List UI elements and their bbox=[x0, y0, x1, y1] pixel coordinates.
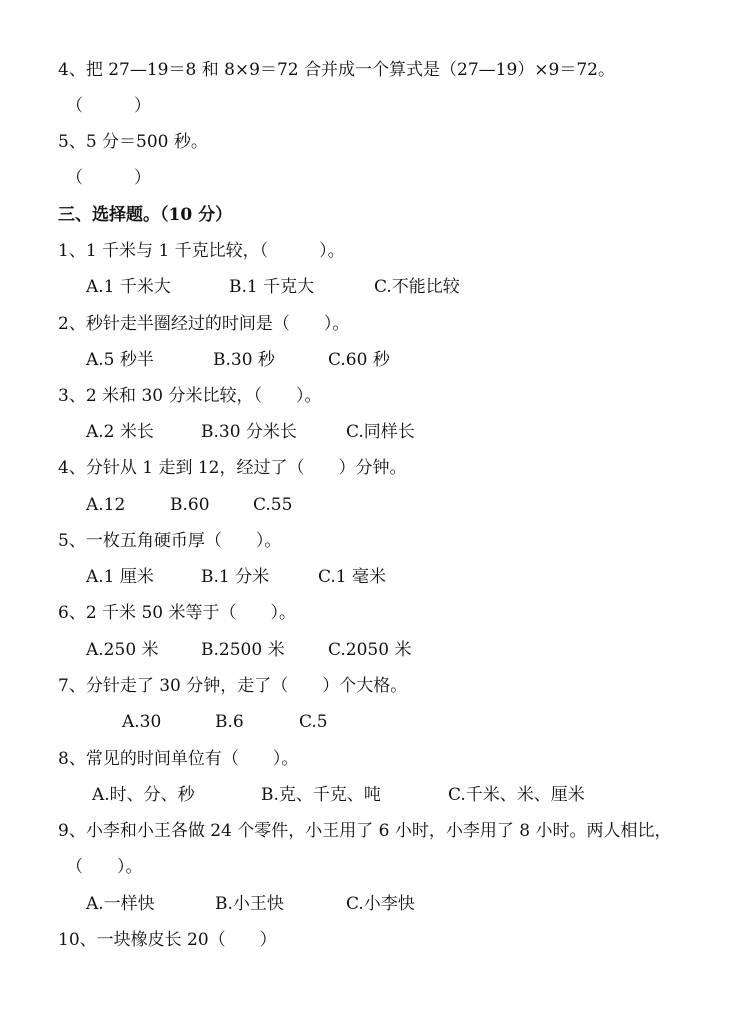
tf-item-5-text: 5、5 分＝500 秒。 bbox=[58, 132, 208, 152]
option-b: B.2500 米 bbox=[201, 640, 285, 660]
option-a: A.5 秒半 bbox=[86, 350, 154, 370]
question-10: 10、一块橡皮长 20（ ） bbox=[58, 930, 277, 950]
question-7: 7、分针走了 30 分钟，走了（ ）个大格。 bbox=[58, 676, 408, 696]
option-a: A.30 bbox=[122, 712, 162, 732]
question-7-options bbox=[0, 712, 744, 732]
option-c: C.5 bbox=[299, 712, 328, 732]
question-1-options bbox=[0, 277, 744, 297]
question-8: 8、常见的时间单位有（ ）。 bbox=[58, 749, 299, 769]
option-a: A.250 米 bbox=[86, 640, 159, 660]
question-4-options bbox=[0, 495, 744, 515]
option-a: A.一样快 bbox=[86, 894, 155, 914]
question-8-options bbox=[0, 785, 744, 805]
question-4: 4、分针从 1 走到 12，经过了（ ）分钟。 bbox=[58, 458, 407, 478]
option-a: A.12 bbox=[86, 495, 126, 515]
option-b: B.60 bbox=[170, 495, 210, 515]
question-1: 1、1 千米与 1 千克比较，（ ）。 bbox=[58, 241, 345, 261]
option-a: A.2 米长 bbox=[86, 422, 154, 442]
option-c: C.小李快 bbox=[346, 894, 415, 914]
option-c: C.1 毫米 bbox=[318, 567, 387, 587]
question-5-options bbox=[0, 567, 744, 587]
question-6-options bbox=[0, 640, 744, 660]
tf-item-4-blank: （ ） bbox=[66, 96, 151, 116]
option-a: A.1 千米大 bbox=[86, 277, 171, 297]
question-6: 6、2 千米 50 米等于（ ）。 bbox=[58, 603, 296, 623]
option-b: B.1 千克大 bbox=[229, 277, 315, 297]
option-c: C.55 bbox=[253, 495, 293, 515]
option-c: C.千米、米、厘米 bbox=[448, 785, 585, 805]
option-b: B.30 分米长 bbox=[201, 422, 297, 442]
tf-item-5-blank: （ ） bbox=[66, 168, 151, 188]
option-a: A.1 厘米 bbox=[86, 567, 154, 587]
option-b: B.30 秒 bbox=[213, 350, 275, 370]
question-3-options bbox=[0, 422, 744, 442]
question-9-continuation: （ ）。 bbox=[66, 857, 143, 877]
question-5: 5、一枚五角硬币厚（ ）。 bbox=[58, 531, 282, 551]
option-b: B.克、千克、吨 bbox=[261, 785, 381, 805]
option-b: B.1 分米 bbox=[201, 567, 270, 587]
option-c: C.2050 米 bbox=[328, 640, 412, 660]
option-a: A.时、分、秒 bbox=[92, 785, 195, 805]
question-3: 3、2 米和 30 分米比较，（ ）。 bbox=[58, 386, 322, 406]
tf-item-4-text: 4、把 27—19＝8 和 8×9＝72 合并成一个算式是（27—19）×9＝72。 bbox=[58, 60, 615, 80]
option-c: C.同样长 bbox=[346, 422, 415, 442]
option-c: C.60 秒 bbox=[328, 350, 390, 370]
section-title: 三、选择题。（10 分） bbox=[58, 205, 233, 225]
question-2: 2、秒针走半圈经过的时间是（ ）。 bbox=[58, 314, 350, 334]
question-9: 9、小李和小王各做 24 个零件，小王用了 6 小时，小李用了 8 小时。两人相比， bbox=[58, 821, 672, 841]
option-b: B.小王快 bbox=[215, 894, 284, 914]
question-2-options bbox=[0, 350, 744, 370]
question-9-options bbox=[0, 894, 744, 914]
option-b: B.6 bbox=[215, 712, 244, 732]
option-c: C.不能比较 bbox=[374, 277, 460, 297]
